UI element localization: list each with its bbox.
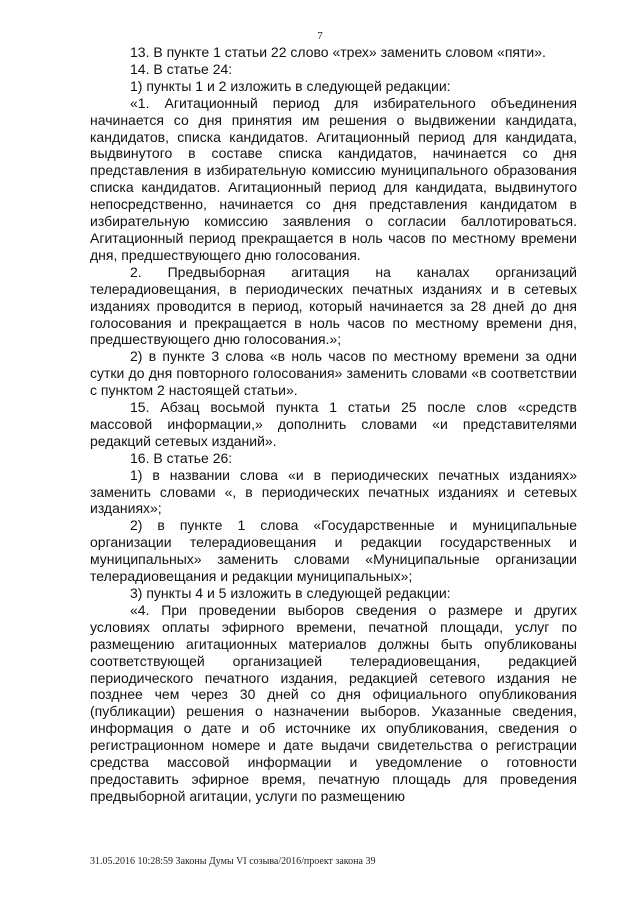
paragraph: «4. При проведении выборов сведения о размере и других условиях оплаты эфирного времени, печатной площади, услуг по размещению агитационных материалов должны быть опубликованы соответствующей организацией телерадиовещания, редакцией периодического печатного издания, редакцией сетевого издания не позднее чем через 30 дней со дня официального опубликования (публикации) решения о назначении выборов. Указанные сведения, информация о дате и об источнике их опубликования, сведения о регистрационном номере и дате выдачи свидетельства о регистрации средства массовой информации и уведомление о готовности предоставить эфирное время, печатную площадь для проведения предвыборной агитации, услуги по размещению <box>90 601 577 804</box>
paragraph: 1) пункты 1 и 2 изложить в следующей редакции: <box>130 77 451 94</box>
paragraph: «1. Агитационный период для избирательного объединения начинается со дня принятия им решения о выдвижении кандидата, кандидатов, списка кандидатов. Агитационный период для кандидата, выдвинутого в составе списка кандидатов, начинается со дня представления в избирательную комиссию муниципального образования списка кандидатов. Агитационный период для кандидата, выдвинутого непосредственно, начинается со дня представления кандидатом в избирательную комиссию заявления о согласии баллотироваться. Агитационный период прекращается в ноль часов по местному времени дня, предшествующего дню голосования. <box>90 94 577 263</box>
paragraph: 2) в пункте 1 слова «Государственные и муниципальные организации телерадиовещания и редакции государственных и муниципальных» заменить словами «Муниципальные организации телерадиовещания и редакции муниципальных»; <box>90 517 577 585</box>
page-number: 7 <box>317 30 323 42</box>
paragraph: 16. В статье 26: <box>130 449 233 466</box>
paragraph: 2. Предвыборная агитация на каналах организаций телерадиовещания, в периодических печатных изданиях и в сетевых изданиях проводится в период, который начинается за 28 дней до дня голосования и прекращается в ноль часов по местному времени дня, предшествующего дню голосования.»; <box>90 263 577 348</box>
paragraph: 13. В пункте 1 статьи 22 слово «трех» заменить словом «пяти». <box>130 44 546 60</box>
paragraph: 14. В статье 24: <box>130 60 233 77</box>
paragraph: 3) пункты 4 и 5 изложить в следующей редакции: <box>130 585 451 601</box>
document-body <box>90 44 577 805</box>
paragraph: 1) в названии слова «и в периодических печатных изданиях» заменить словами «, в периодических печатных изданиях и сетевых изданиях»; <box>90 466 577 517</box>
paragraph: 15. Абзац восьмой пункта 1 статьи 25 после слов «средств массовой информации,» дополнить словами «и представителями редакций сетевых изданий». <box>90 399 577 449</box>
paragraph: 2) в пункте 3 слова «в ноль часов по местному времени за одни сутки до дня повторного голосования» заменить словами «в соответствии с пунктом 2 настоящей статьи». <box>90 348 577 399</box>
footer-path: 31.05.2016 10:28:59 Законы Думы VI созыва/2016/проект закона 39 <box>90 856 376 867</box>
